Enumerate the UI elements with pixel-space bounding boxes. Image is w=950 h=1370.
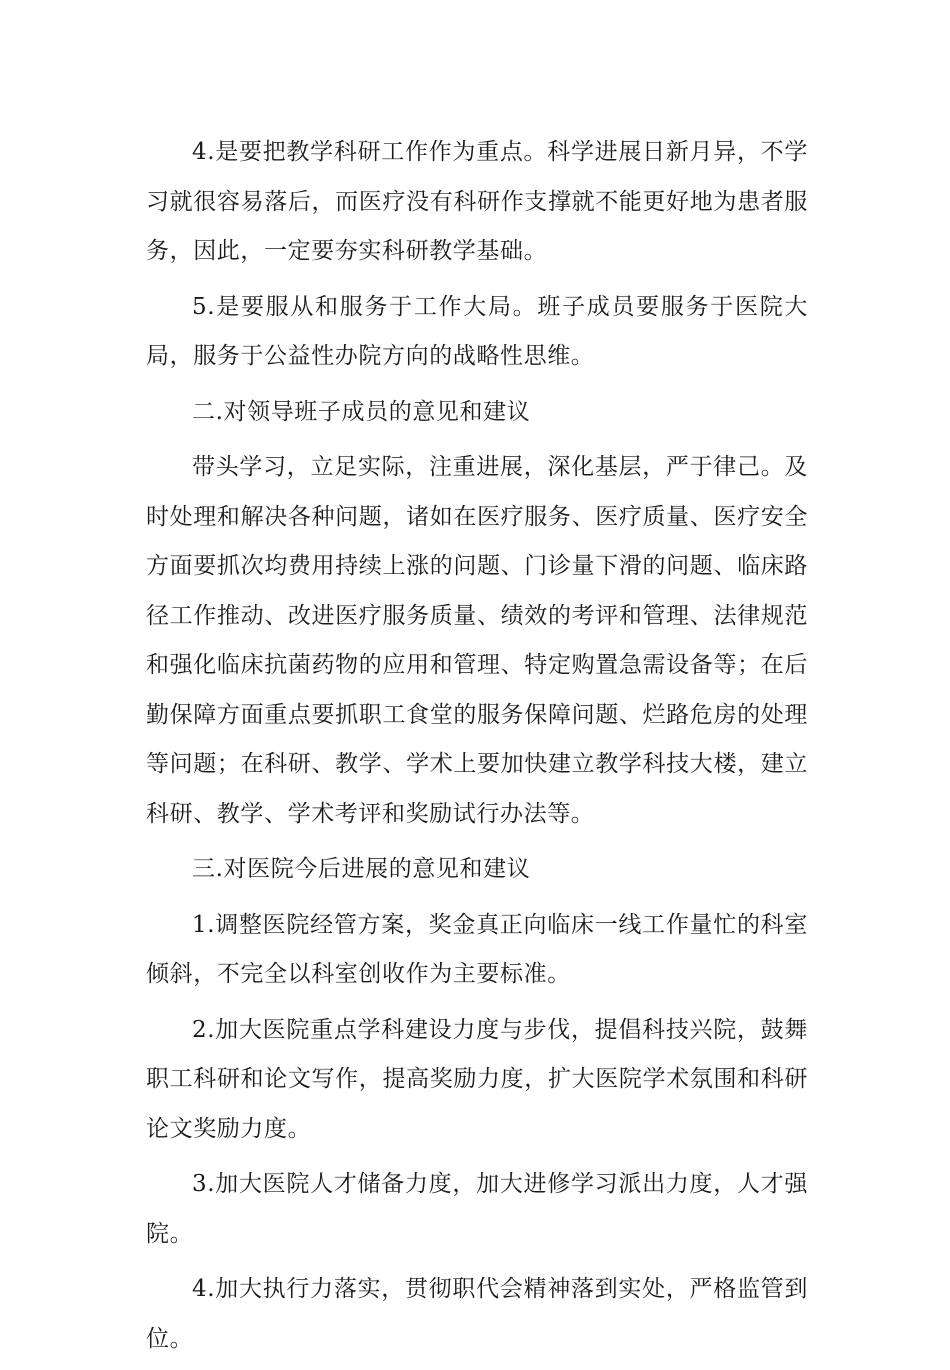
section-heading-2: 二.对领导班子成员的意见和建议 bbox=[192, 398, 531, 425]
paragraph-item-5: 5.是要服从和服务于工作大局。班子成员要服务于医院大局，服务于公益性办院方向的战略性思维。 bbox=[146, 293, 808, 369]
paragraph-leadership-suggestions: 带头学习，立足实际，注重进展，深化基层，严于律己。及时处理和解决各种问题，诸如在医疗服务、医疗质量、医疗安全方面要抓次均费用持续上涨的问题、门诊量下滑的问题、临床路径工作推动、改进医疗服务质量、绩效的考评和管理、法律规范和强化临床抗菌药物的应用和管理、特定购置急需设备等；在后勤保障方面重点要抓职工食堂的服务保障问题、烂路危房的处理等问题；在科研、教学、学术上要加快建立教学科技大楼，建立科研、教学、学术考评和奖励试行办法等。 bbox=[146, 454, 808, 827]
document-body bbox=[146, 128, 808, 1370]
paragraph-suggestion-3: 3.加大医院人才储备力度，加大进修学习派出力度，人才强院。 bbox=[146, 1171, 808, 1247]
section-heading-3: 三.对医院今后进展的意见和建议 bbox=[192, 856, 531, 882]
paragraph-item-4: 4.是要把教学科研工作作为重点。科学进展日新月异，不学习就很容易落后，而医疗没有科研作支撑就不能更好地为患者服务，因此，一定要夯实科研教学基础。 bbox=[146, 139, 808, 264]
paragraph-suggestion-2: 2.加大医院重点学科建设力度与步伐，提倡科技兴院，鼓舞职工科研和论文写作，提高奖励力度，扩大医院学术氛围和科研论文奖励力度。 bbox=[146, 1016, 808, 1142]
paragraph-suggestion-4: 4.加大执行力落实，贯彻职代会精神落到实处，严格监管到位。 bbox=[146, 1276, 808, 1352]
paragraph-suggestion-1: 1.调整医院经管方案，奖金真正向临床一线工作量忙的科室倾斜，不完全以科室创收作为主要标准。 bbox=[146, 911, 808, 987]
